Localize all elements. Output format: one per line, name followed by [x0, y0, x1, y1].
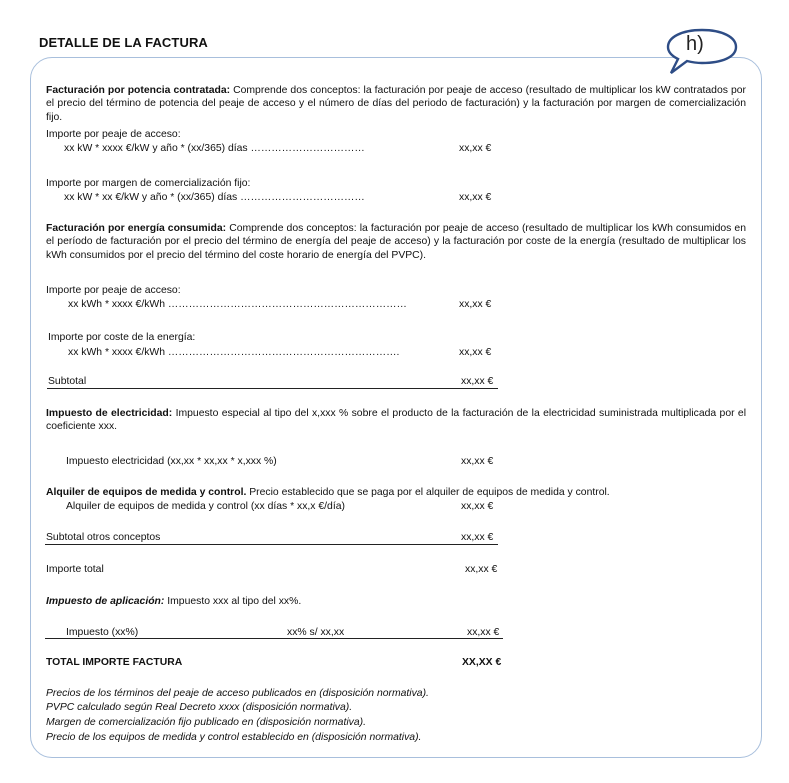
subtotal-otros-amount: xx,xx €: [461, 532, 494, 543]
impuesto-electricidad-line: Impuesto electricidad (xx,xx * xx,xx * x,xxx %): [66, 456, 277, 467]
impuesto-electricidad-paragraph: [46, 407, 746, 434]
note-item: PVPC calculado según Real Decreto xxxx (disposición normativa).: [46, 702, 353, 713]
impuesto-aplicacion-base: xx% s/ xx,xx: [287, 627, 345, 638]
potencia-heading: Facturación por potencia contratada:: [46, 85, 231, 96]
subtotal-rule: [47, 388, 498, 389]
energia-peaje-formula: xx kWh * xxxx €/kWh ……………………………………………………………: [68, 299, 407, 310]
potencia-margen-amount: xx,xx €: [459, 192, 492, 203]
section-badge: h): [686, 33, 704, 55]
energia-peaje-label: Importe por peaje de acceso:: [46, 285, 181, 296]
potencia-peaje-amount: xx,xx €: [459, 143, 492, 154]
potencia-peaje-label: Importe por peaje de acceso:: [46, 129, 181, 140]
impuesto-electricidad-description: Impuesto especial al tipo del x,xxx % sobre el producto de la facturación de la electricidad suministrada multiplicada por el coeficiente xxx.: [46, 408, 747, 433]
impuesto-aplicacion-paragraph: [46, 595, 301, 608]
impuesto-aplicacion-amount: xx,xx €: [467, 627, 500, 638]
impuesto-electricidad-heading: Impuesto de electricidad:: [46, 408, 173, 419]
impuesto-electricidad-amount: xx,xx €: [461, 456, 494, 467]
impuesto-aplicacion-heading: Impuesto de aplicación:: [46, 596, 165, 607]
page-title: DETALLE DE LA FACTURA: [39, 35, 208, 50]
energia-coste-label: Importe por coste de la energía:: [48, 332, 196, 343]
energia-coste-formula: xx kWh * xxxx €/kWh ………………………………………………………….: [68, 347, 400, 358]
note-item: Margen de comercialización fijo publicado en (disposición normativa).: [46, 717, 366, 728]
impuesto-aplicacion-line: Impuesto (xx%): [66, 627, 139, 638]
alquiler-description: Precio establecido que se paga por el alquiler de equipos de medida y control.: [246, 487, 610, 498]
alquiler-paragraph: [46, 486, 610, 499]
alquiler-amount: xx,xx €: [461, 501, 494, 512]
potencia-paragraph: [46, 84, 746, 124]
importe-total-label: Importe total: [46, 564, 104, 575]
subtotal-label: Subtotal: [48, 376, 87, 387]
potencia-margen-label: Importe por margen de comercialización fijo:: [46, 178, 251, 189]
note-item: Precios de los términos del peaje de acceso publicados en (disposición normativa).: [46, 688, 429, 699]
impuesto-aplicacion-rule: [45, 638, 503, 639]
note-item: Precio de los equipos de medida y control establecido en (disposición normativa).: [46, 732, 422, 743]
importe-total-amount: xx,xx €: [465, 564, 498, 575]
total-label: TOTAL IMPORTE FACTURA: [46, 657, 183, 668]
impuesto-aplicacion-description: Impuesto xxx al tipo del xx%.: [164, 596, 302, 607]
potencia-peaje-formula: xx kW * xxxx €/kW y año * (xx/365) días ……………………………: [64, 143, 365, 154]
energia-peaje-amount: xx,xx €: [459, 299, 492, 310]
alquiler-line: Alquiler de equipos de medida y control (xx días * xx,x €/día): [66, 501, 345, 512]
energia-paragraph: [46, 222, 746, 262]
subtotal-amount: xx,xx €: [461, 376, 494, 387]
energia-coste-amount: xx,xx €: [459, 347, 492, 358]
total-amount: XX,XX €: [462, 657, 502, 668]
subtotal-otros-rule: [45, 544, 498, 545]
potencia-margen-formula: xx kW * xx €/kW y año * (xx/365) días ………………………………: [64, 192, 365, 203]
subtotal-otros-label: Subtotal otros conceptos: [46, 532, 161, 543]
potencia-description: Comprende dos conceptos: la facturación por peaje de acceso (resultado de multiplicar los kW contratados por el precio del término de potencia del peaje de acceso y el número de días del periodo de facturación) y la facturación por margen de comercialización fijo.: [46, 85, 746, 123]
alquiler-heading: Alquiler de equipos de medida y control.: [46, 487, 247, 498]
energia-heading: Facturación por energía consumida:: [46, 223, 227, 234]
energia-description: Comprende dos conceptos: la facturación por peaje de acceso (resultado de multiplicar los kWh consumidos en el período de facturación por el precio del término de energía del peaje de acceso) y la facturación por coste de la energía (resultado de multiplicar los kWh consumidos por el precio del término del coste horario de energía del PVPC).: [46, 223, 746, 261]
